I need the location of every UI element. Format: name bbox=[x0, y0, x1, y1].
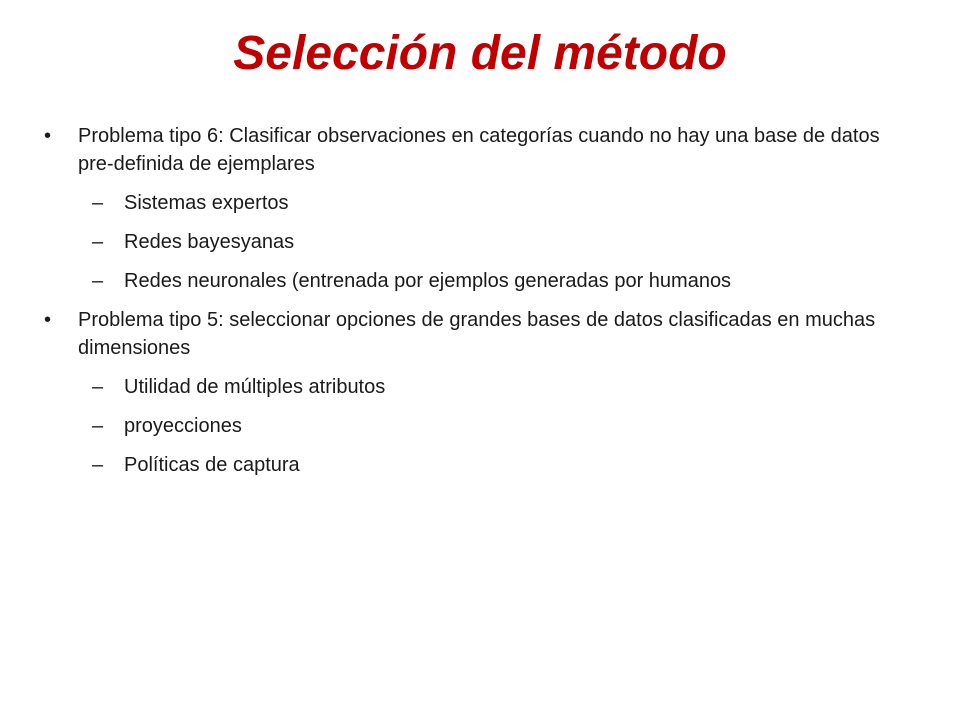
dash-marker: – bbox=[92, 376, 104, 398]
dash-marker: – bbox=[92, 454, 104, 476]
dash-marker: – bbox=[92, 231, 104, 253]
sub-bullet-text: proyecciones bbox=[124, 415, 242, 437]
bullet-text: Problema tipo 6: Clasificar observaciones en categorías cuando no hay una base de datos pre-definida de ejemplares bbox=[78, 125, 880, 175]
sub-bullet-item bbox=[44, 373, 904, 401]
sub-bullet-text: Utilidad de múltiples atributos bbox=[124, 376, 386, 398]
sub-bullet-text: Políticas de captura bbox=[124, 454, 300, 476]
sub-bullet-item bbox=[44, 189, 904, 217]
bullet-marker: • bbox=[44, 125, 52, 147]
dash-marker: – bbox=[92, 192, 104, 214]
sub-bullet-item bbox=[44, 228, 904, 256]
bullet-marker: • bbox=[44, 309, 52, 331]
sub-bullet-text: Redes neuronales (entrenada por ejemplos generadas por humanos bbox=[124, 270, 732, 292]
sub-bullet-item bbox=[44, 267, 904, 295]
sub-bullet-item bbox=[44, 412, 904, 440]
bullet-text: Problema tipo 5: seleccionar opciones de grandes bases de datos clasificadas en muchas dimensiones bbox=[78, 309, 876, 359]
dash-marker: – bbox=[92, 415, 104, 437]
sub-bullet-text: Redes bayesyanas bbox=[124, 231, 295, 253]
bullet-item bbox=[44, 122, 904, 178]
slide-title: Selección del método bbox=[233, 27, 727, 80]
dash-marker: – bbox=[92, 270, 104, 292]
sub-bullet-text: Sistemas expertos bbox=[124, 192, 289, 214]
bullet-list bbox=[44, 122, 904, 490]
bullet-item bbox=[44, 306, 904, 362]
sub-bullet-item bbox=[44, 451, 904, 479]
